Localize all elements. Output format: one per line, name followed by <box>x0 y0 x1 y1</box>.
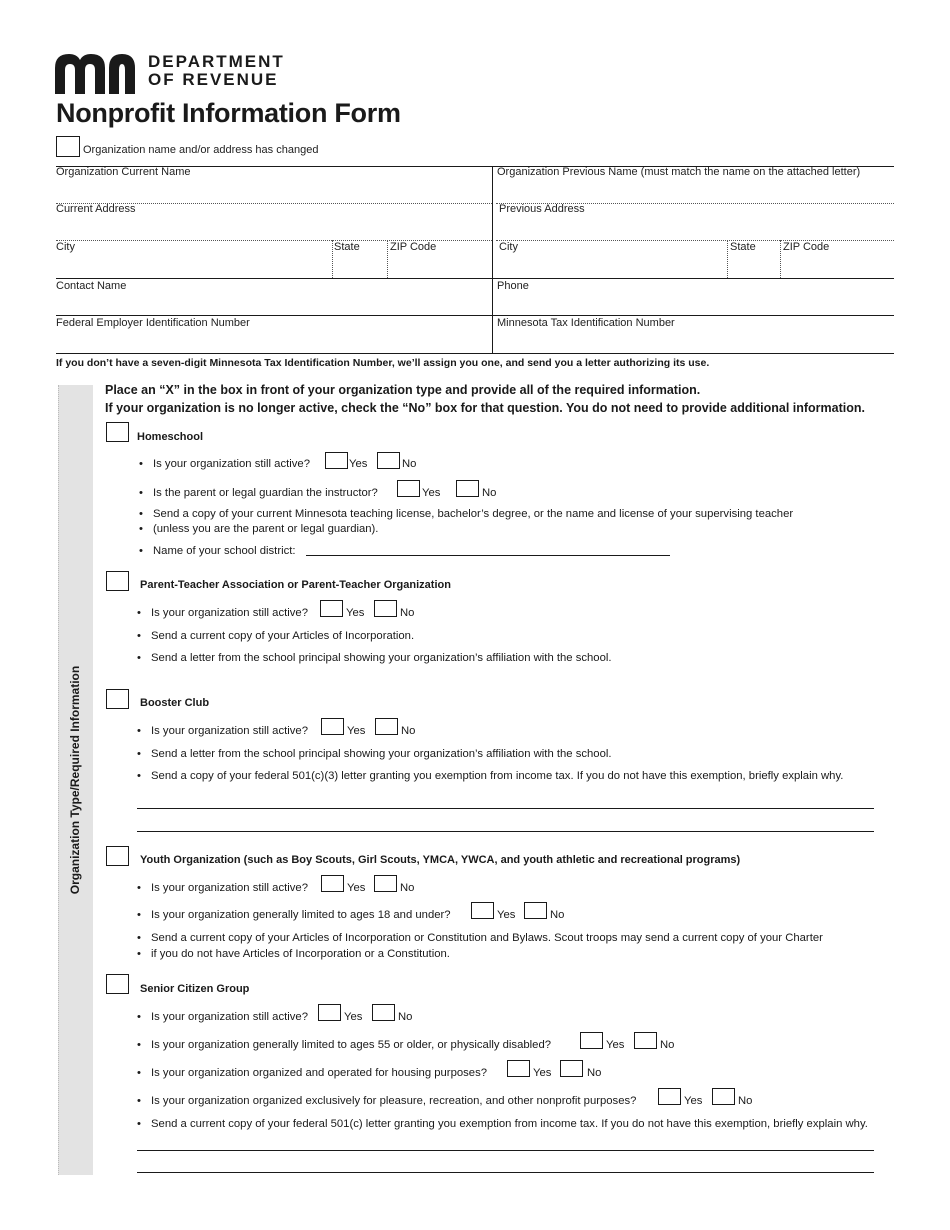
senior-housing-no-label: No <box>587 1067 602 1079</box>
booster-active-yes-label: Yes <box>347 725 366 737</box>
youth-articles-instruction: • Send a current copy of your Articles of Incorporation or Constitution and Bylaws. Scout troops may send a current copy of your Charter <box>151 932 823 944</box>
youth-age-yes-label: Yes <box>497 909 516 921</box>
previous-state-field[interactable]: State <box>730 241 756 253</box>
homeschool-active-yes-label: Yes <box>349 458 368 470</box>
pta-active-no-label: No <box>400 607 415 619</box>
homeschool-checkbox[interactable] <box>106 422 129 442</box>
homeschool-instructor-no-label: No <box>482 487 497 499</box>
pta-active-yes-checkbox[interactable] <box>320 600 343 617</box>
mn-tax-id-field[interactable]: Minnesota Tax Identification Number <box>497 317 675 329</box>
youth-active-no-label: No <box>400 882 415 894</box>
current-city-field[interactable]: City <box>56 241 75 253</box>
booster-active-yes-checkbox[interactable] <box>321 718 344 735</box>
department-name <box>148 53 285 89</box>
mn-logo-icon <box>55 54 135 94</box>
youth-active-question: • Is your organization still active? <box>151 882 308 894</box>
school-district-input[interactable] <box>306 555 670 556</box>
booster-active-no-checkbox[interactable] <box>375 718 398 735</box>
booster-explain-line-1[interactable] <box>137 808 874 809</box>
senior-checkbox[interactable] <box>106 974 129 994</box>
previous-city-field[interactable]: City <box>499 241 518 253</box>
senior-active-yes-checkbox[interactable] <box>318 1004 341 1021</box>
senior-explain-line-1[interactable] <box>137 1150 874 1151</box>
previous-name-field[interactable]: Organization Previous Name (must match the name on the attached letter) <box>497 166 861 178</box>
senior-explain-line-2[interactable] <box>137 1172 874 1173</box>
previous-address-field[interactable]: Previous Address <box>499 203 585 215</box>
youth-age-no-label: No <box>550 909 565 921</box>
senior-recreation-no-checkbox[interactable] <box>712 1088 735 1105</box>
contact-name-field[interactable]: Contact Name <box>56 280 127 292</box>
pta-title: Parent-Teacher Association or Parent-Teacher Organization <box>140 579 451 591</box>
senior-active-question: • Is your organization still active? <box>151 1011 308 1023</box>
department-line-1: DEPARTMENT <box>148 52 285 71</box>
tax-id-note: If you don’t have a seven-digit Minnesota Tax Identification Number, we’ll assign you one, and send you a letter authorizing its use. <box>56 357 710 369</box>
pta-active-no-checkbox[interactable] <box>374 600 397 617</box>
pta-checkbox[interactable] <box>106 571 129 591</box>
booster-principal-instruction: • Send a letter from the school principal showing your organization’s affiliation with the school. <box>151 748 612 760</box>
booster-501c3-instruction: • Send a copy of your federal 501(c)(3) letter granting you exemption from income tax. If you do not have this exemption, briefly explain why. <box>151 770 843 782</box>
senior-housing-no-checkbox[interactable] <box>560 1060 583 1077</box>
name-changed-checkbox[interactable] <box>56 136 80 157</box>
senior-age-yes-label: Yes <box>606 1039 625 1051</box>
youth-articles-instruction-cont: • if you do not have Articles of Incorporation or a Constitution. <box>151 948 450 960</box>
instructions-line-1: Place an “X” in the box in front of your organization type and provide all of the required information. <box>105 383 701 397</box>
senior-recreation-yes-checkbox[interactable] <box>658 1088 681 1105</box>
senior-housing-question: • Is your organization organized and operated for housing purposes? <box>151 1067 487 1079</box>
homeschool-license-instruction: • Send a copy of your current Minnesota teaching license, bachelor’s degree, or the name and license of your supervising teacher <box>153 508 793 520</box>
pta-active-question: • Is your organization still active? <box>151 607 308 619</box>
senior-active-no-label: No <box>398 1011 413 1023</box>
senior-title: Senior Citizen Group <box>140 983 250 995</box>
phone-field[interactable]: Phone <box>497 280 529 292</box>
current-address-field[interactable]: Current Address <box>56 203 136 215</box>
booster-title: Booster Club <box>140 697 210 709</box>
senior-age-no-checkbox[interactable] <box>634 1032 657 1049</box>
homeschool-active-yes-checkbox[interactable] <box>325 452 348 469</box>
homeschool-active-question: • Is your organization still active? <box>153 458 310 470</box>
youth-title: Youth Organization (such as Boy Scouts, Girl Scouts, YMCA, YWCA, and youth athletic and recreational programs) <box>140 854 741 866</box>
name-changed-label: Organization name and/or address has changed <box>83 144 319 156</box>
youth-active-yes-label: Yes <box>347 882 366 894</box>
homeschool-title: Homeschool <box>137 431 204 443</box>
senior-housing-yes-label: Yes <box>533 1067 552 1079</box>
youth-age-question: • Is your organization generally limited to ages 18 and under? <box>151 909 451 921</box>
pta-active-yes-label: Yes <box>346 607 365 619</box>
booster-checkbox[interactable] <box>106 689 129 709</box>
homeschool-instructor-yes-checkbox[interactable] <box>397 480 420 497</box>
homeschool-instructor-no-checkbox[interactable] <box>456 480 479 497</box>
senior-age-question: • Is your organization generally limited to ages 55 or older, or physically disabled? <box>151 1039 551 1051</box>
senior-age-no-label: No <box>660 1039 675 1051</box>
page-title: Nonprofit Information Form <box>56 98 401 128</box>
instructions-line-2: If your organization is no longer active, check the “No” box for that question. You do not need to provide additional information. <box>105 401 865 415</box>
sidebar-label: Organization Type/Required Information <box>68 665 82 895</box>
senior-recreation-no-label: No <box>738 1095 753 1107</box>
youth-active-no-checkbox[interactable] <box>374 875 397 892</box>
previous-zip-field[interactable]: ZIP Code <box>783 241 830 253</box>
youth-active-yes-checkbox[interactable] <box>321 875 344 892</box>
school-district-label: • Name of your school district: <box>153 545 296 557</box>
senior-recreation-yes-label: Yes <box>684 1095 703 1107</box>
current-zip-field[interactable]: ZIP Code <box>390 241 437 253</box>
youth-checkbox[interactable] <box>106 846 129 866</box>
senior-recreation-question: • Is your organization organized exclusively for pleasure, recreation, and other nonprofit purposes? <box>151 1095 636 1107</box>
homeschool-instructor-question: • Is the parent or legal guardian the instructor? <box>153 487 378 499</box>
youth-age-yes-checkbox[interactable] <box>471 902 494 919</box>
current-state-field[interactable]: State <box>334 241 360 253</box>
homeschool-license-instruction-cont: • (unless you are the parent or legal guardian). <box>153 523 378 535</box>
homeschool-active-no-label: No <box>402 458 417 470</box>
senior-501c-instruction: • Send a current copy of your federal 501(c) letter granting you exemption from income tax. If you do not have this exemption, briefly explain why. <box>151 1118 868 1130</box>
homeschool-instructor-yes-label: Yes <box>422 487 441 499</box>
current-name-field[interactable]: Organization Current Name <box>56 166 191 178</box>
pta-articles-instruction: • Send a current copy of your Articles of Incorporation. <box>151 630 414 642</box>
booster-explain-line-2[interactable] <box>137 831 874 832</box>
pta-principal-instruction: • Send a letter from the school principal showing your organization’s affiliation with the school. <box>151 652 612 664</box>
homeschool-active-no-checkbox[interactable] <box>377 452 400 469</box>
booster-active-no-label: No <box>401 725 416 737</box>
fein-field[interactable]: Federal Employer Identification Number <box>56 317 250 329</box>
senior-housing-yes-checkbox[interactable] <box>507 1060 530 1077</box>
senior-active-no-checkbox[interactable] <box>372 1004 395 1021</box>
department-line-2: OF REVENUE <box>148 70 279 89</box>
senior-age-yes-checkbox[interactable] <box>580 1032 603 1049</box>
senior-active-yes-label: Yes <box>344 1011 363 1023</box>
booster-active-question: • Is your organization still active? <box>151 725 308 737</box>
youth-age-no-checkbox[interactable] <box>524 902 547 919</box>
